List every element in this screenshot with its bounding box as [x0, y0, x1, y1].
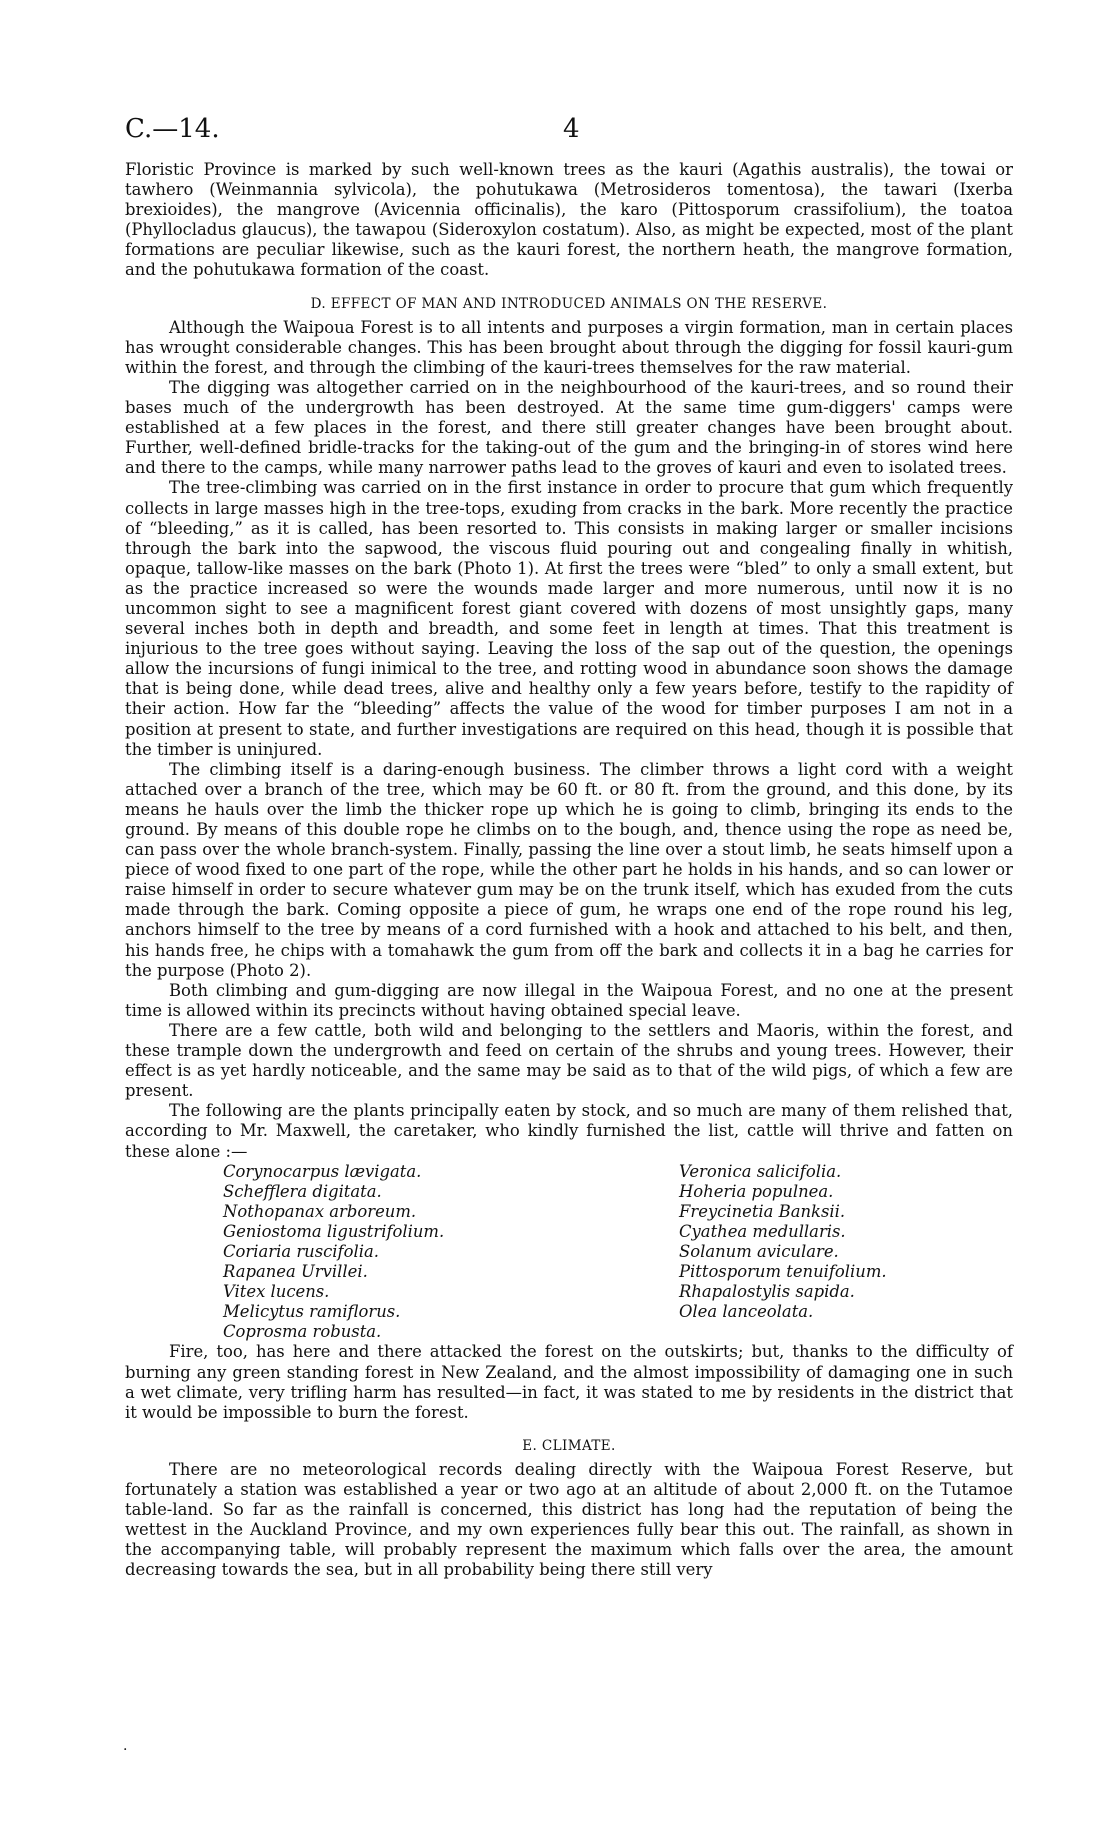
- plant-name: Melicytus ramiflorus.: [223, 1302, 401, 1322]
- paragraph: The tree-climbing was carried on in the first instance in order to procure that gum which frequently collects in large masses high in the tree-tops, exuding from cracks in the bark. More recently the practice of “bleeding,” as it is called, has been resorted to. This consists in making larger or smaller incisions through the bark into the sapwood, the viscous fluid pouring out and congealing finally in whitish, opaque, tallow-like masses on the bark (Photo 1). At first the trees were “bled” to only a small extent, but as the practice increased so were the wounds made larger and more numerous, until now it is no uncommon sight to see a magnificent forest giant covered with dozens of most unsightly gaps, many several inches both in depth and breadth, and some feet in length at times. That this treatment is injurious to the tree goes without saying. Leaving the loss of the sap out of the question, the openings allow the incursions of fungi inimical to the tree, and rotting wood in abundance soon shows the damage that is being done, while dead trees, alive and healthy only a few years before, testify to the rapidity of their action. How far the “bleeding” affects the value of the wood for timber purposes I am not in a position at present to state, and further investigations are required on this head, though it is possible that the timber is uninjured.: [125, 478, 1013, 759]
- plant-name: Coprosma robusta.: [223, 1322, 382, 1342]
- paragraph: The climbing itself is a daring-enough business. The climber throws a light cord with a weight attached over a branch of the tree, which may be 60 ft. or 80 ft. from the ground, and this done, by its means he hauls over the limb the thicker rope up which he is going to climb, bringing its ends to the ground. By means of this double rope he climbs on to the bough, and, thence using the rope as need be, can pass over the whole branch-system. Finally, passing the line over a stout limb, he seats himself upon a piece of wood fixed to one part of the rope, while the other part he holds in his hands, and so can lower or raise himself in order to secure whatever gum may be on the trunk itself, which has exuded from the cuts made through the bark. Coming opposite a piece of gum, he wraps one end of the rope round his leg, anchors himself to the tree by means of a cord furnished with a hook and attached to his belt, and then, his hands free, he chips with a tomahawk the gum from off the bark and collects it in a bag he carries for the purpose (Photo 2).: [125, 759, 1013, 980]
- plant-name: Schefflera digitata.: [223, 1181, 382, 1201]
- page-header: [125, 114, 989, 154]
- paragraph: The following are the plants principally eaten by stock, and so much are many of them relished that, according to Mr. Maxwell, the caretaker, who kindly furnished the list, cattle will thrive and fatten on these alone :—: [125, 1101, 1013, 1161]
- paragraph: Although the Waipoua Forest is to all intents and purposes a virgin formation, man in certain places has wrought considerable changes. This has been brought about through the digging for fossil kauri-gum within the forest, and through the climbing of the kauri-trees themselves for the raw material.: [125, 317, 1013, 377]
- section-d-heading: D. EFFECT OF MAN AND INTRODUCED ANIMALS ON THE RESERVE.: [310, 295, 828, 312]
- section-e-heading: E. CLIMATE.: [522, 1437, 616, 1454]
- plant-name: Rapanea Urvillei.: [223, 1262, 368, 1282]
- plant-list-right-column: [679, 1162, 887, 1343]
- plant-name: Freycinetia Banksii.: [679, 1201, 846, 1221]
- plant-name: Solanum aviculare.: [679, 1241, 839, 1261]
- paragraph: Fire, too, has here and there attacked the forest on the outskirts; but, thanks to the difficulty of burning any green standing forest in New Zealand, and the almost impossibility of damaging one in such a wet climate, very trifling harm has resulted—in fact, it was stated to me by residents in the district that it would be impossible to burn the forest.: [125, 1342, 1013, 1422]
- plant-name: Pittosporum tenuifolium.: [679, 1262, 887, 1282]
- page-body: [125, 160, 1013, 1580]
- plant-name: Rhapalostylis sapida.: [679, 1282, 855, 1302]
- plant-name: Geniostoma ligustrifolium.: [223, 1221, 445, 1241]
- paragraph: There are a few cattle, both wild and belonging to the settlers and Maoris, within the forest, and these trample down the undergrowth and feed on certain of the shrubs and young trees. However, their effect is as yet hardly noticeable, and the same may be said as to that of the wild pigs, of which a few are present.: [125, 1020, 1013, 1101]
- plant-list: [223, 1162, 1013, 1343]
- intro-paragraph: Floristic Province is marked by such well-known trees as the kauri (Agathis australis), the towai or tawhero (Weinmannia sylvicola), the pohutukawa (Metrosideros tomentosa), the tawari (Ixerba brexioides), the mangrove (Avicennia officinalis), the karo (Pittosporum crassifolium), the toatoa (Phyllocladus glaucus), the tawapou (Sideroxylon costatum). Also, as might be expected, most of the plant formations are peculiar likewise, such as the kauri forest, the northern heath, the mangrove formation, and the pohutukawa formation of the coast.: [125, 160, 1013, 280]
- paragraph: There are no meteorological records dealing directly with the Waipoua Forest Reserve, but fortunately a station was established a year or two ago at an altitude of about 2,000 ft. on the Tutamoe table-land. So far as the rainfall is concerned, this district has long had the reputation of being the wettest in the Auckland Province, and my own experiences fully bear this out. The rainfall, as shown in the accompanying table, will probably represent the maximum which falls over the area, the amount decreasing towards the sea, but in all probability being there still very: [125, 1459, 1013, 1580]
- plant-name: Cyathea medullaris.: [679, 1221, 846, 1241]
- plant-name: Nothopanax arboreum.: [223, 1201, 417, 1221]
- document-reference: C.—14.: [125, 114, 220, 144]
- plant-name: Vitex lucens.: [223, 1282, 330, 1302]
- plant-name: Corynocarpus lævigata.: [223, 1161, 422, 1181]
- plant-list-left-column: [223, 1162, 679, 1343]
- plant-name: Veronica salicifolia.: [679, 1161, 842, 1181]
- plant-name: Coriaria ruscifolia.: [223, 1241, 379, 1261]
- paragraph: Both climbing and gum-digging are now illegal in the Waipoua Forest, and no one at the present time is allowed within its precincts without having obtained special leave.: [125, 980, 1013, 1020]
- paragraph: The digging was altogether carried on in the neighbourhood of the kauri-trees, and so round their bases much of the undergrowth has been destroyed. At the same time gum-diggers' camps were established at a few places in the forest, and there still greater changes have been brought about. Further, well-defined bridle-tracks for the taking-out of the gum and the bringing-in of stores wind here and there to the camps, while many narrower paths lead to the groves of kauri and even to isolated trees.: [125, 377, 1013, 478]
- plant-name: Hoheria populnea.: [679, 1181, 834, 1201]
- plant-name: Olea lanceolata.: [679, 1302, 814, 1322]
- stray-mark: ·: [123, 1742, 128, 1758]
- page-number: 4: [563, 114, 580, 144]
